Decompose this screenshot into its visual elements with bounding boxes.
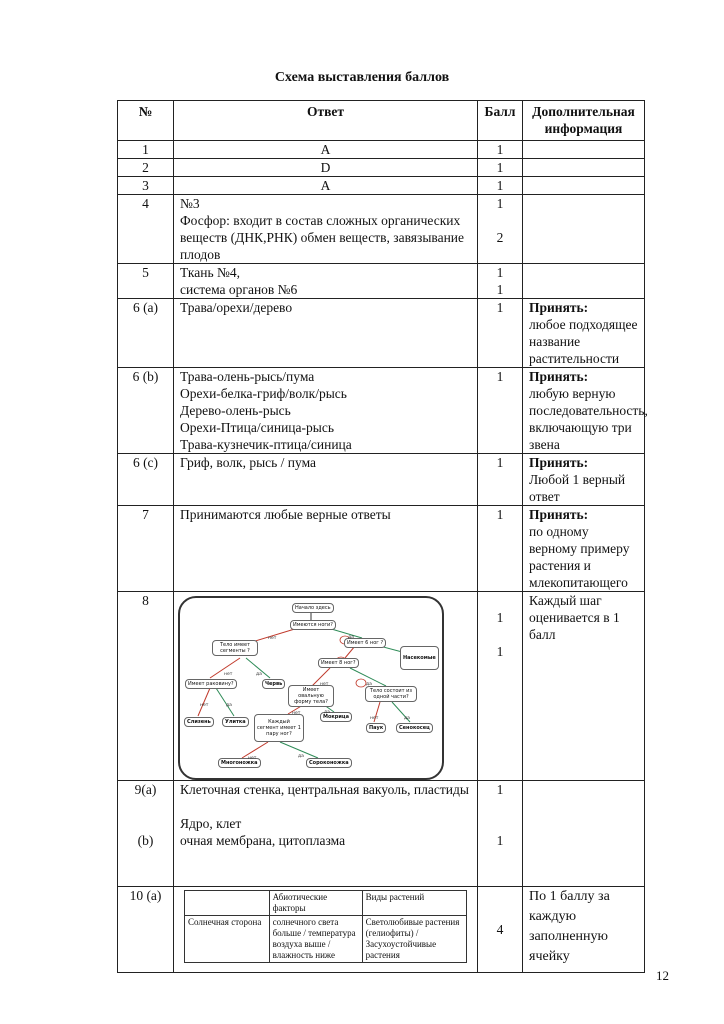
row-info (523, 159, 645, 177)
inner-row (185, 916, 467, 963)
abiotic-factors-table (184, 890, 467, 963)
row-num (118, 781, 174, 887)
table-row (118, 887, 645, 973)
header-answer: Ответ (174, 101, 478, 141)
table-row (118, 454, 645, 506)
info-text: любое подходящее название растительности (529, 317, 638, 366)
accept-label: Принять: (529, 507, 589, 522)
table-row (118, 506, 645, 592)
accept-label: Принять: (529, 455, 589, 470)
node-spider: Паук (366, 723, 386, 733)
label-no: нет (248, 756, 257, 761)
node-slug: Улитка (222, 717, 249, 727)
node-snail: Слизень (184, 717, 214, 727)
table-row (118, 159, 645, 177)
header-num: № (118, 101, 174, 141)
answer-line: Клеточная стенка, центральная вакуоль, пластиды (180, 782, 469, 797)
header-info: Дополнительная информация (523, 101, 645, 141)
label-yes: да (324, 710, 330, 715)
node-harvestman: Сенокосец (396, 723, 433, 733)
inner-empty-cell (185, 891, 270, 916)
header-score: Балл (478, 101, 523, 141)
table-row (118, 781, 645, 887)
node-legs: Имеются ноги? (290, 620, 336, 630)
table-row (118, 195, 645, 264)
row-num: 7 (118, 506, 174, 592)
info-text: любую верную последовательность, включающую три звена (529, 386, 648, 452)
label-no: нет (370, 716, 379, 721)
row-info (523, 299, 645, 368)
row-answer: Принимаются любые верные ответы (174, 506, 478, 592)
node-pair-legs: Каждый сегмент имеет 1 пару ног? (254, 714, 304, 742)
score-line: 1 (496, 833, 504, 848)
row-score (478, 781, 523, 887)
row-answer (174, 781, 478, 887)
row-info (523, 264, 645, 299)
row-info (523, 506, 645, 592)
inner-header-row (185, 891, 467, 916)
row-score: 1 (478, 368, 523, 454)
row-num: 6 (a) (118, 299, 174, 368)
row-answer (174, 887, 478, 973)
score-line: 1 (496, 782, 504, 797)
label-yes: да (404, 716, 410, 721)
inner-side-cell: Солнечная сторона (185, 916, 270, 963)
row-score (478, 264, 523, 299)
row-num: 1 (118, 141, 174, 159)
row-info: По 1 баллу за каждую заполненную ячейку (523, 887, 645, 973)
row-info (523, 454, 645, 506)
label-yes: да (366, 682, 372, 687)
row-info (523, 177, 645, 195)
scoring-table (117, 100, 648, 973)
label-no: нет (200, 703, 209, 708)
row-score (478, 195, 523, 264)
info-text: Любой 1 верный ответ (529, 472, 626, 504)
score-line: 1 (496, 196, 504, 211)
page-title: Схема выставления баллов (274, 70, 450, 85)
answer-line: очная мембрана, цитоплазма (180, 833, 346, 848)
row-score: 1 (478, 141, 523, 159)
node-worm: Червь (262, 679, 285, 689)
answer-line: Дерево-олень-рысь (180, 403, 291, 418)
answer-line: Трава-кузнечик-птица/синица (180, 437, 352, 452)
node-six-legs: Имеет 6 ног ? (344, 638, 386, 648)
row-answer (174, 264, 478, 299)
row-num: 3 (118, 177, 174, 195)
row-answer (174, 592, 478, 781)
row-num: 4 (118, 195, 174, 264)
row-info: Каждый шаг оценивается в 1 балл (523, 592, 645, 781)
num-line: (b) (137, 833, 154, 848)
score-line: 1 (496, 265, 504, 280)
row-score (478, 592, 523, 781)
answer-line: Трава-олень-рысь/пума (180, 369, 315, 384)
table-row (118, 141, 645, 159)
score-line: 1 (496, 644, 504, 659)
label-yes: да (226, 703, 232, 708)
inner-species-cell: Светолюбивые растения (гелиофиты) / Засухоустойчивые растения (362, 916, 466, 963)
label-no: нет (224, 672, 233, 677)
row-info (523, 368, 648, 454)
score-line: 2 (496, 230, 504, 245)
label-yes: да (348, 635, 354, 640)
row-score: 1 (478, 159, 523, 177)
answer-line: Фосфор: входит в состав сложных органических веществ (ДНК,РНК) обмен веществ, завязывание плодов (180, 213, 465, 262)
answer-line: система органов №6 (180, 282, 298, 297)
answer-line: №3 (180, 196, 200, 211)
table-row (118, 177, 645, 195)
row-answer: Гриф, волк, рысь / пума (174, 454, 478, 506)
row-score: 1 (478, 454, 523, 506)
row-answer (174, 195, 478, 264)
row-answer (174, 368, 478, 454)
node-centipede: Сороконожка (306, 758, 352, 768)
row-num: 8 (118, 592, 174, 781)
row-info (523, 141, 645, 159)
num-line: 9(a) (134, 782, 157, 797)
answer-line: Орехи-Птица/синица-рысь (180, 420, 334, 435)
row-num: 2 (118, 159, 174, 177)
inner-header-abiotic: Абиотические факторы (269, 891, 362, 916)
row-score: 4 (478, 887, 523, 973)
row-info (523, 195, 645, 264)
answer-line: Ядро, клет (180, 816, 242, 831)
node-eight-legs: Имеет 8 ног? (318, 658, 359, 668)
accept-label: Принять: (529, 300, 589, 315)
row-answer: Трава/орехи/дерево (174, 299, 478, 368)
row-score: 1 (478, 299, 523, 368)
row-num: 5 (118, 264, 174, 299)
node-insects: Насекомые (400, 646, 439, 670)
accept-label: Принять: (529, 369, 589, 384)
row-answer: A (174, 141, 478, 159)
score-line: 1 (496, 610, 504, 625)
node-woodlouse: Мокрица (320, 712, 352, 722)
answer-line: Орехи-белка-гриф/волк/рысь (180, 386, 347, 401)
row-num: 6 (b) (118, 368, 174, 454)
row-score: 1 (478, 506, 523, 592)
score-line: 1 (496, 282, 504, 297)
table-header-row (118, 101, 645, 141)
table-row (118, 592, 645, 781)
label-no: нет (292, 711, 301, 716)
table-row (118, 264, 645, 299)
row-answer: D (174, 159, 478, 177)
answer-line: Ткань №4, (180, 265, 241, 280)
page-number: 12 (656, 968, 669, 983)
node-segments: Тело имеет сегменты ? (212, 640, 258, 656)
row-info (523, 781, 645, 887)
inner-header-species: Виды растений (362, 891, 466, 916)
inner-abiotic-cell: солнечного света больше / температура воздуха выше / влажность ниже (269, 916, 362, 963)
row-score: 1 (478, 177, 523, 195)
node-millipede: Многоножка (218, 758, 261, 768)
label-no: нет (320, 682, 329, 687)
label-no: нет (268, 636, 277, 641)
table-row (118, 368, 645, 454)
row-answer: A (174, 177, 478, 195)
node-one-part: Тело состоит из одной части? (365, 686, 417, 702)
info-text: по одному верному примеру растения и млекопитающего (529, 524, 630, 590)
table-row (118, 299, 645, 368)
flowchart-image (178, 596, 444, 780)
node-oval: Имеет овальную форму тела? (288, 685, 334, 707)
label-yes: да (298, 754, 304, 759)
label-yes: да (256, 672, 262, 677)
node-shell: Имеет раковину? (185, 679, 237, 689)
node-start: Начало здесь (292, 603, 334, 613)
row-num: 6 (c) (118, 454, 174, 506)
row-num: 10 (a) (118, 887, 174, 973)
